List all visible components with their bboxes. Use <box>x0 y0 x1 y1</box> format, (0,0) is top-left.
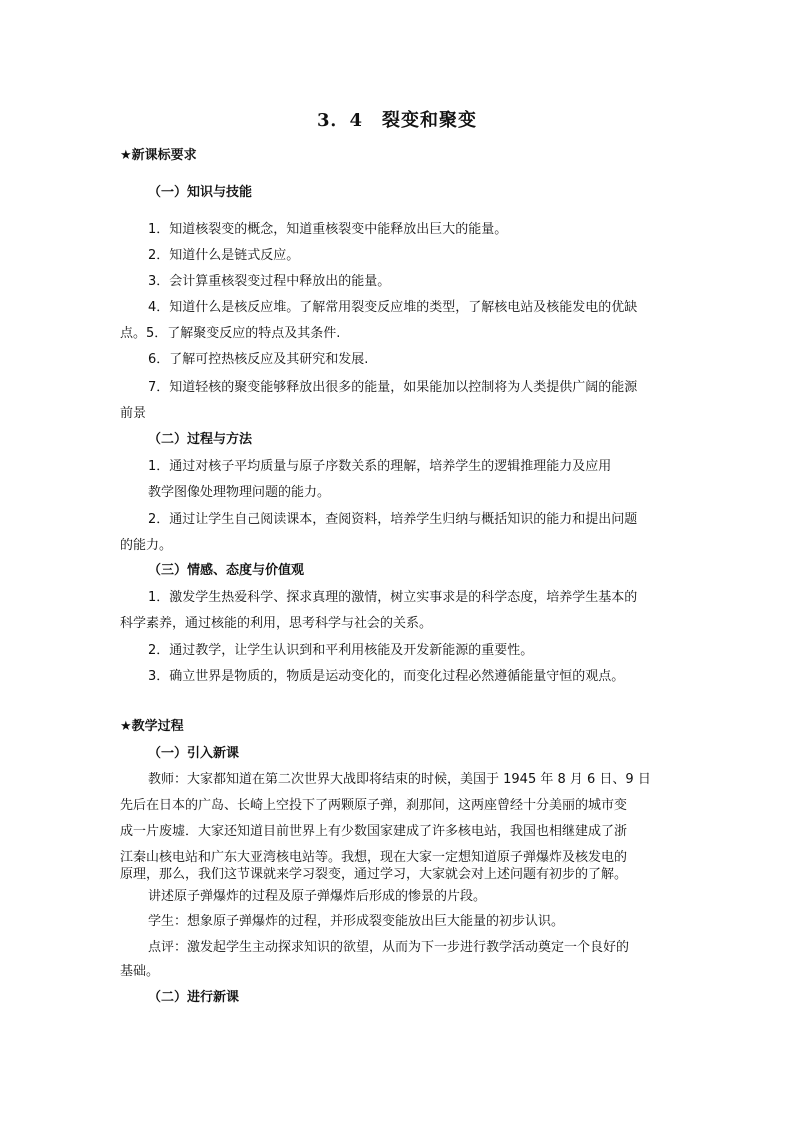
paragraph-line: 1．知道核裂变的概念，知道重核裂变中能释放出巨大的能量。 <box>148 222 508 237</box>
paragraph-line: 1．通过对核子平均质量与原子序数关系的理解，培养学生的逻辑推理能力及应用 <box>148 459 612 474</box>
paragraph-line: 2．知道什么是链式反应。 <box>148 248 300 263</box>
paragraph-line: 2．通过教学，让学生认识到和平利用核能及开发新能源的重要性。 <box>148 643 534 658</box>
paragraph-line: 科学素养，通过核能的利用，思考科学与社会的关系。 <box>120 616 433 631</box>
section-heading-requirements: ★新课标要求 <box>120 148 197 163</box>
paragraph-line: 学生：想象原子弹爆炸的过程，并形成裂变能放出巨大能量的初步认识。 <box>148 914 565 929</box>
paragraph-line: 6．了解可控热核反应及其研究和发展. <box>148 352 369 367</box>
paragraph-line: 1．激发学生热爱科学、探求真理的激情，树立实事求是的科学态度，培养学生基本的 <box>148 590 638 605</box>
paragraph-line: 基础。 <box>120 964 160 979</box>
subheading-emotion-values: （三）情感、态度与价值观 <box>148 563 305 578</box>
page-title: 3．4 裂变和聚变 <box>316 110 478 131</box>
paragraph-line: 成一片废墟．大家还知道目前世界上有少数国家建成了许多核电站，我国也相继建成了浙 <box>120 824 628 839</box>
paragraph-line: 教师：大家都知道在第二次世界大战即将结束的时候，美国于 1945 年 8 月 6 日、9 日 <box>148 772 651 787</box>
paragraph-line: 3．会计算重核裂变过程中释放出的能量。 <box>148 274 391 289</box>
subheading-process-methods: （二）过程与方法 <box>148 432 253 447</box>
paragraph-line: 点。5．了解聚变反应的特点及其条件. <box>120 326 341 341</box>
paragraph-line: 讲述原子弹爆炸的过程及原子弹爆炸后形成的惨景的片段。 <box>148 889 487 904</box>
subheading-new-lesson: （二）进行新课 <box>148 990 240 1005</box>
paragraph-line: 教学图像处理物理问题的能力。 <box>148 485 331 500</box>
paragraph-line: 的能力。 <box>120 538 173 553</box>
paragraph-line: 前景 <box>120 406 147 421</box>
paragraph-line: 江秦山核电站和广东大亚湾核电站等。我想，现在大家一定想知道原子弹爆炸及核发电的 <box>120 850 628 865</box>
paragraph-line: 4．知道什么是核反应堆。了解常用裂变反应堆的类型，了解核电站及核能发电的优缺 <box>148 300 638 315</box>
paragraph-line: 7．知道轻核的聚变能够释放出很多的能量，如果能加以控制将为人类提供广阔的能源 <box>148 380 638 395</box>
paragraph-line: 点评：激发起学生主动探求知识的欲望，从而为下一步进行教学活动奠定一个良好的 <box>148 940 630 955</box>
paragraph-line: 2．通过让学生自己阅读课本，查阅资料，培养学生归纳与概括知识的能力和提出问题 <box>148 512 638 527</box>
paragraph-line: 3．确立世界是物质的，物质是运动变化的，而变化过程必然遵循能量守恒的观点。 <box>148 669 625 684</box>
subheading-knowledge-skills: （一）知识与技能 <box>148 185 253 200</box>
subheading-introduction: （一）引入新课 <box>148 746 240 761</box>
paragraph-line: 原理，那么，我们这节课就来学习裂变，通过学习，大家就会对上述问题有初步的了解。 <box>120 867 628 882</box>
paragraph-line: 先后在日本的广岛、长崎上空投下了两颗原子弹，刹那间，这两座曾经十分美丽的城市变 <box>120 798 628 813</box>
section-heading-teaching-process: ★教学过程 <box>120 719 184 734</box>
